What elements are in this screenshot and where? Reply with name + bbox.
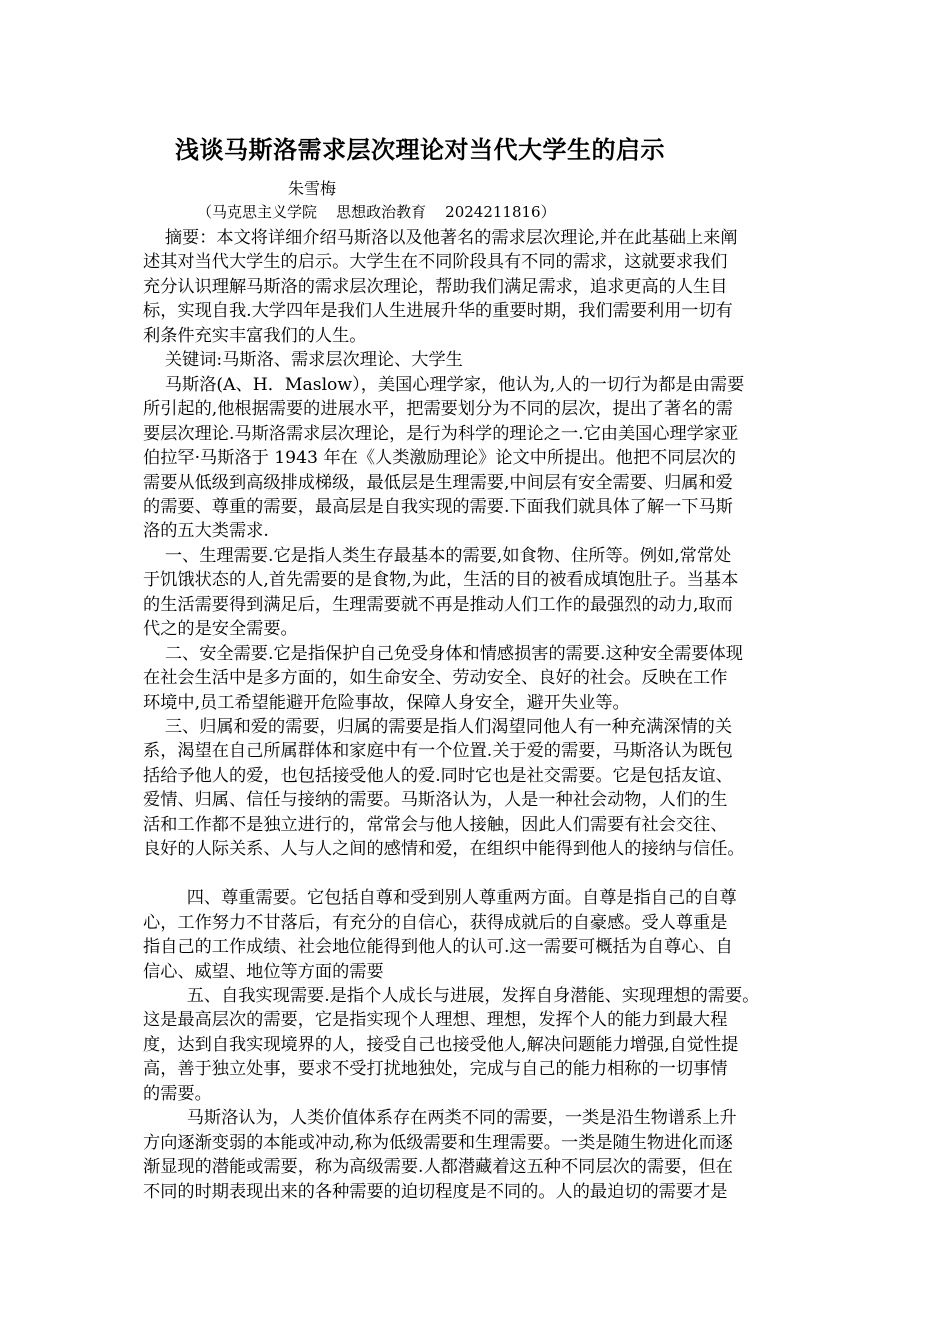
text-line: 代之的是安全需要。 (143, 619, 298, 640)
text-line: 五、自我实现需要.是指个人成长与进展，发挥自身潜能、实现理想的需要。 (143, 985, 760, 1006)
text-line: 活和工作都不是独立进行的，常常会与他人接触，因此人们需要有社会交往、 (143, 814, 728, 835)
text-line: 伯拉罕·马斯洛于 1943 年在《人类激励理论》论文中所提出。他把不同层次的 (143, 448, 736, 469)
text-line: 环境中,员工希望能避开危险事故，保障人身安全，避开失业等。 (143, 692, 630, 713)
text-line: 要层次理论.马斯洛需求层次理论，是行为科学的理论之一.它由美国心理学家亚 (143, 423, 739, 444)
text-line: 度，达到自我实现境界的人，接受自己也接受他人,解决问题能力增强,自觉性提 (143, 1034, 739, 1055)
text-line: 马斯洛(A、H．Maslow），美国心理学家，他认为,人的一切行为都是由需要 (143, 374, 745, 395)
text-line: 括给予他人的爱，也包括接受他人的爱.同时它也是社交需要。它是包括友谊、 (143, 765, 733, 786)
text-line: 四、尊重需要。它包括自尊和受到别人尊重两方面。自尊是指自己的自尊 (143, 888, 737, 909)
text-line: 充分认识理解马斯洛的需求层次理论，帮助我们满足需求，追求更高的人生目 (143, 276, 728, 297)
text-line: 方向逐渐变弱的本能或冲动,称为低级需要和生理需要。一类是随生物进化而逐 (143, 1132, 733, 1153)
author-name: 朱雪梅 (288, 179, 337, 198)
text-line: 于饥饿状态的人,首先需要的是食物,为此，生活的目的被看成填饱肚子。当基本 (143, 570, 739, 591)
text-line: 洛的五大类需求. (143, 521, 269, 542)
text-line: 指自己的工作成绩、社会地位能得到他人的认可.这一需要可概括为自尊心、自 (143, 937, 733, 958)
text-line: 渐显现的潜能或需要，称为高级需要.人都潜藏着这五种不同层次的需要，但在 (143, 1157, 733, 1178)
text-line: 不同的时期表现出来的各种需要的迫切程度是不同的。人的最迫切的需要才是 (143, 1181, 728, 1202)
text-line: 三、归属和爱的需要，归属的需要是指人们渴望同他人有一种充满深情的关 (143, 717, 733, 737)
author-affiliation: （马克思主义学院 思想政治教育 2024211816） (197, 203, 556, 221)
text-line: 这是最高层次的需要，它是指实现个人理想、理想，发挥个人的能力到最大程 (143, 1010, 728, 1031)
text-line: 的需要。 (143, 1083, 212, 1104)
text-line: 利条件充实丰富我们的人生。 (143, 325, 367, 346)
text-line: 马斯洛认为，人类价值体系存在两类不同的需要，一类是沿生物谱系上升 (143, 1108, 737, 1129)
text-line: 心，工作努力不甘落后，有充分的自信心，获得成就后的自豪感。受人尊重是 (143, 912, 728, 933)
text-line: 的需要、尊重的需要，最高层是自我实现的需要.下面我们就具体了解一下马斯 (143, 496, 733, 517)
text-line: 良好的人际关系、人与人之间的感情和爱，在组织中能得到他人的接纳与信任。 (143, 839, 745, 860)
text-line: 的生活需要得到满足后，生理需要就不再是推动人们工作的最强烈的动力,取而 (143, 594, 733, 615)
text-line: 标，实现自我.大学四年是我们人生进展升华的重要时期，我们需要利用一切有 (143, 301, 733, 322)
text-line: 信心、威望、地位等方面的需要 (143, 961, 384, 982)
text-line: 爱情、归属、信任与接纳的需要。马斯洛认为，人是一种社会动物，人们的生 (143, 790, 728, 811)
text-line: 系，渴望在自己所属群体和家庭中有一个位置.关于爱的需要，马斯洛认为既包 (143, 741, 733, 762)
document-title: 浅谈马斯洛需求层次理论对当代大学生的启示 (175, 135, 665, 164)
text-line: 需要从低级到高级排成梯级，最低层是生理需要,中间层有安全需要、归属和爱 (143, 472, 733, 493)
text-line: 摘要：本文将详细介绍马斯洛以及他著名的需求层次理论,并在此基础上来阐 (143, 228, 738, 248)
text-line: 二、安全需要.它是指保护自己免受身体和情感损害的需要.这种安全需要体现 (143, 643, 743, 664)
text-line: 高，善于独立处事，要求不受打扰地独处，完成与自己的能力相称的一切事情 (143, 1059, 728, 1080)
text-line: 关键词:马斯洛、需求层次理论、大学生 (143, 350, 463, 371)
text-line: 所引起的,他根据需要的进展水平，把需要划分为不同的层次，提出了著名的需 (143, 399, 733, 420)
text-line: 述其对当代大学生的启示。大学生在不同阶段具有不同的需求，这就要求我们 (143, 252, 728, 273)
text-line: 在社会生活中是多方面的，如生命安全、劳动安全、良好的社会。反映在工作 (143, 668, 728, 689)
text-line: 一、生理需要.它是指人类生存最基本的需要,如食物、住所等。例如,常常处 (143, 545, 732, 566)
